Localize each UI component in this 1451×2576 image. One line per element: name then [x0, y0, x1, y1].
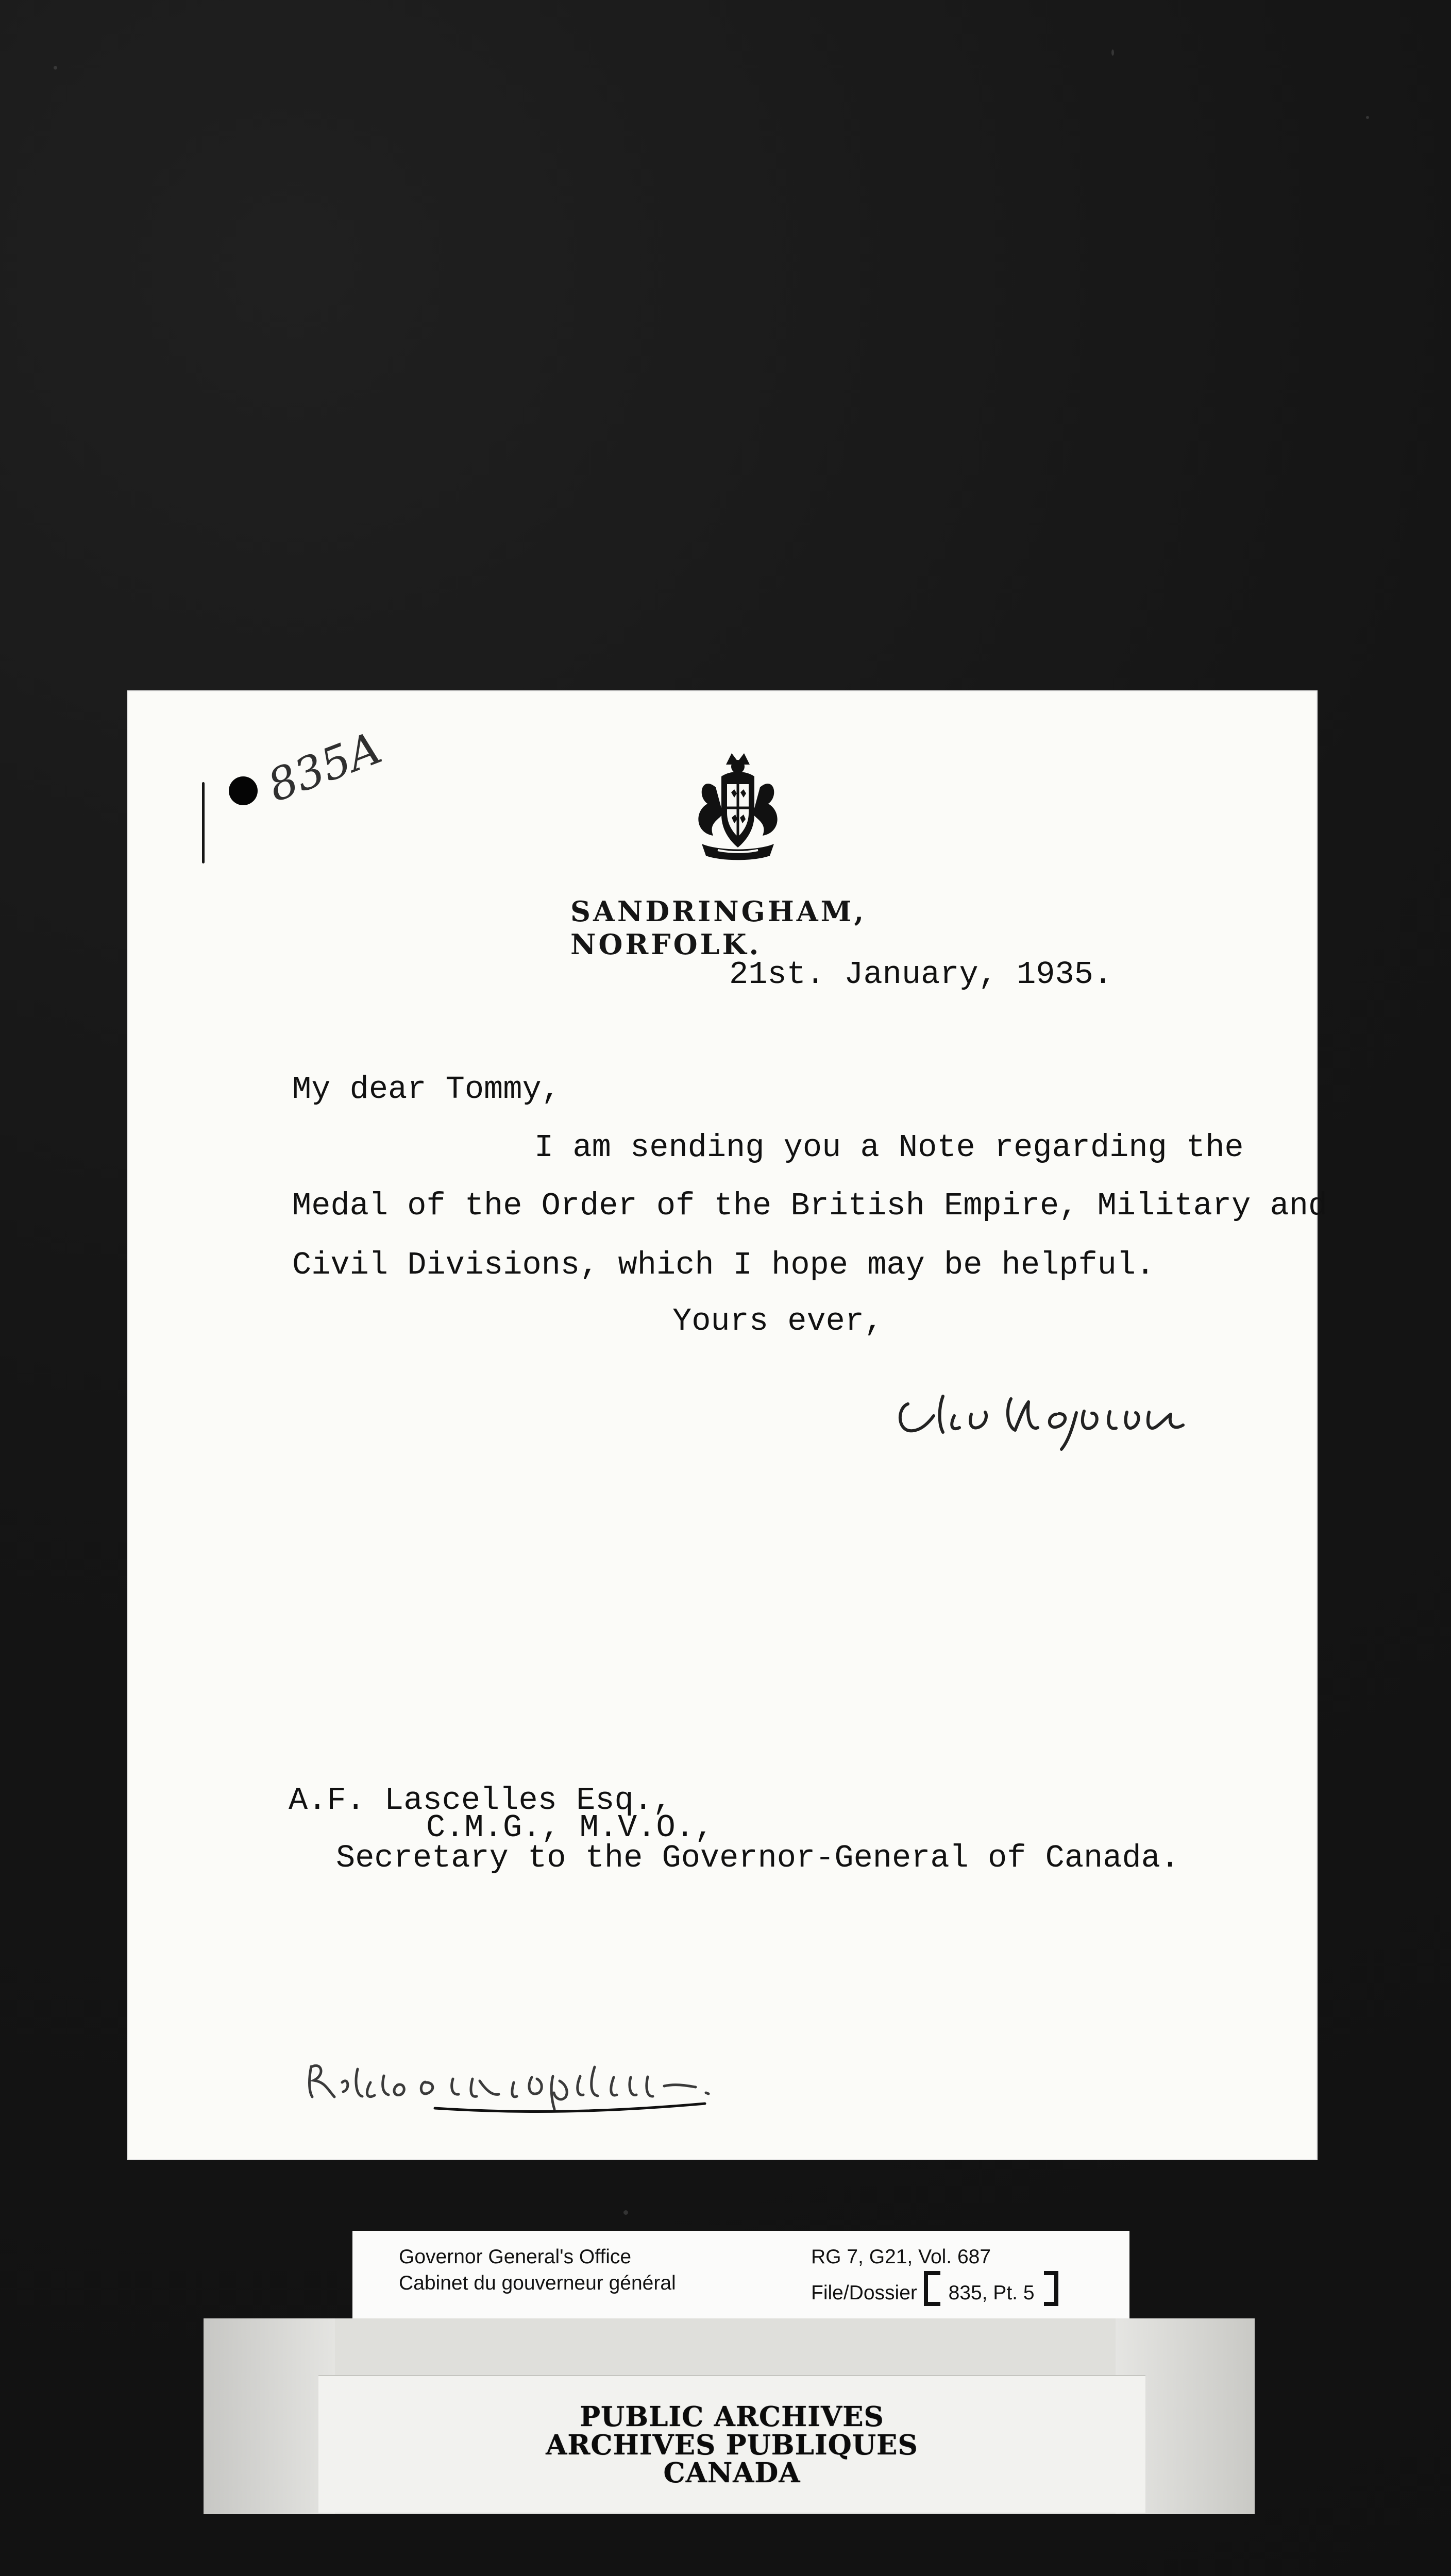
recipient-honours: C.M.G., M.V.O., [426, 1809, 714, 1846]
film-speck [623, 2210, 628, 2215]
stamp-line-canada: CANADA [663, 2457, 801, 2489]
archives-reference: RG 7, G21, Vol. 687 [811, 2246, 991, 2268]
letterhead-address: SANDRINGHAM, NORFOLK. [570, 895, 867, 961]
black-dot-mark [229, 776, 258, 805]
film-speck [1366, 116, 1369, 119]
stamp-line-archives-publiques: ARCHIVES PUBLIQUES [546, 2429, 918, 2461]
body-line: I am sending you a Note regarding the [534, 1129, 1244, 1166]
recipient-name: A.F. Lascelles Esq., [289, 1782, 672, 1819]
right-bracket-icon [1044, 2271, 1058, 2306]
file-dossier-prefix: File/Dossier [811, 2282, 917, 2304]
film-speck [54, 66, 57, 70]
body-line: Civil Divisions, which I hope may be helpful. [292, 1247, 1155, 1283]
file-dossier-line [811, 2271, 1058, 2306]
closing: Yours ever, [672, 1303, 884, 1340]
margin-rule [202, 782, 205, 863]
royal-crest-icon [673, 747, 802, 866]
recipient-title: Secretary to the Governor-General of Canada. [336, 1840, 1180, 1876]
handwritten-bottom-note [306, 2054, 801, 2121]
stamp-face [318, 2375, 1145, 2513]
file-number: 835, Pt. 5 [948, 2282, 1035, 2304]
stamp-line-public-archives: PUBLIC ARCHIVES [580, 2401, 884, 2433]
salutation: My dear Tommy, [292, 1071, 561, 1108]
handwritten-file-number: 835A [261, 722, 389, 812]
office-english: Governor General's Office [399, 2246, 632, 2268]
body-line: Medal of the Order of the British Empire, Military and [292, 1188, 1328, 1224]
letter-date: 21st. January, 1935. [729, 956, 1113, 993]
film-speck [1111, 49, 1114, 56]
public-archives-stamp [204, 2318, 1255, 2514]
stamp-left-tab [204, 2318, 335, 2514]
left-bracket-icon [924, 2271, 940, 2306]
office-french: Cabinet du gouverneur général [399, 2272, 676, 2294]
letter-page [127, 690, 1328, 2160]
signature-clive-wigram [887, 1378, 1207, 1453]
